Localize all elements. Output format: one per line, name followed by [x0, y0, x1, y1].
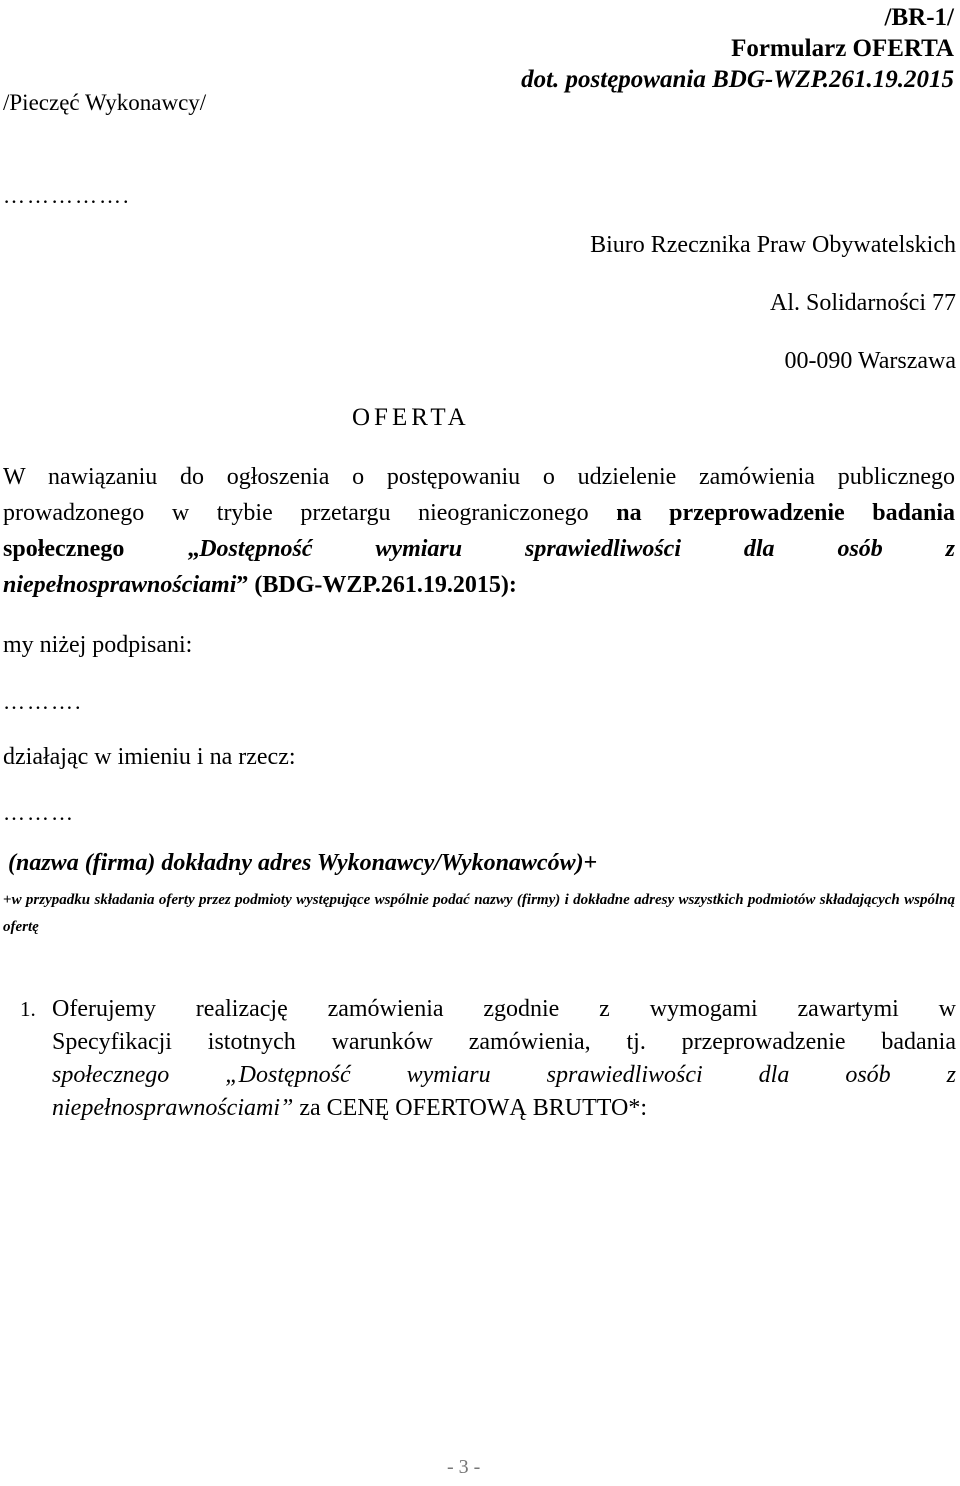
- company-label-text: (nazwa (firma) dokładny adres Wykonawcy/Wykonawców): [8, 850, 584, 876]
- procedure-reference: dot. postępowania BDG-WZP.261.19.2015: [521, 66, 954, 93]
- study-title: Dostępność wymiaru sprawiedliwości dla osób z: [199, 536, 956, 562]
- recipient-address: [590, 232, 956, 406]
- gross-price-label: za CENĘ OFERTOWĄ BRUTTO*:: [293, 1095, 647, 1121]
- form-name: Formularz OFERTA: [731, 35, 954, 62]
- item-line-1: Oferujemy realizację zamówienia zgodnie z wymogami zawartymi w: [52, 996, 956, 1022]
- joint-offer-note: [3, 887, 955, 941]
- intro-paragraph: [3, 459, 955, 603]
- intro-line-4: [3, 567, 955, 603]
- acting-label: działając w imieniu i na rzecz:: [3, 744, 296, 770]
- note-marker: +: [3, 892, 12, 908]
- intro-line-1: W nawiązaniu do ogłoszenia o postępowaniu o udzielenie zamówienia publicznego: [3, 464, 955, 490]
- recipient-name: Biuro Rzecznika Praw Obywatelskich: [590, 232, 956, 258]
- document-header: [521, 2, 954, 95]
- item-line-3: społecznego „Dostępność wymiaru sprawiedliwości dla osób z: [52, 1062, 956, 1088]
- footnote-marker: +: [583, 850, 598, 876]
- intro-bold-text: społecznego „: [3, 536, 200, 562]
- note-text: w przypadku składania oferty przez podmioty występujące wspólnie podać nazwy (firmy) i dokładne adresy wszystkich podmiotów składających wspólną ofertę: [3, 892, 955, 935]
- offer-title: OFERTA: [352, 404, 470, 431]
- item-study-title-end: niepełnosprawnościami”: [52, 1095, 294, 1121]
- item-line-2: Specyfikacji istotnych warunków zamówienia, tj. przeprowadzenie badania: [52, 1029, 956, 1055]
- page-number: - 3 -: [447, 1456, 481, 1478]
- stamp-placeholder: …………….: [3, 183, 131, 208]
- company-label: [8, 850, 597, 877]
- recipient-street: Al. Solidarności 77: [770, 290, 956, 316]
- item-number: 1.: [20, 997, 36, 1021]
- procedure-ref-inline: ” (BDG-WZP.261.19.2015):: [236, 572, 517, 598]
- signed-label: my niżej podpisani:: [3, 632, 193, 658]
- recipient-city: 00-090 Warszawa: [784, 348, 956, 374]
- contractor-stamp-label: /Pieczęć Wykonawcy/: [3, 90, 207, 115]
- intro-bold-text: na przeprowadzenie badania: [616, 500, 955, 526]
- intro-line-2: [3, 495, 955, 531]
- signed-placeholder[interactable]: ……….: [3, 689, 83, 714]
- acting-placeholder[interactable]: ………: [3, 800, 75, 825]
- intro-line-3: [3, 531, 955, 567]
- form-code: /BR-1/: [884, 4, 954, 31]
- study-title-end: niepełnosprawnościami: [3, 572, 237, 598]
- intro-text: prowadzonego w trybie przetargu nieograniczonego: [3, 500, 617, 526]
- item-text: [52, 993, 956, 1125]
- item-line-4: [52, 1092, 956, 1125]
